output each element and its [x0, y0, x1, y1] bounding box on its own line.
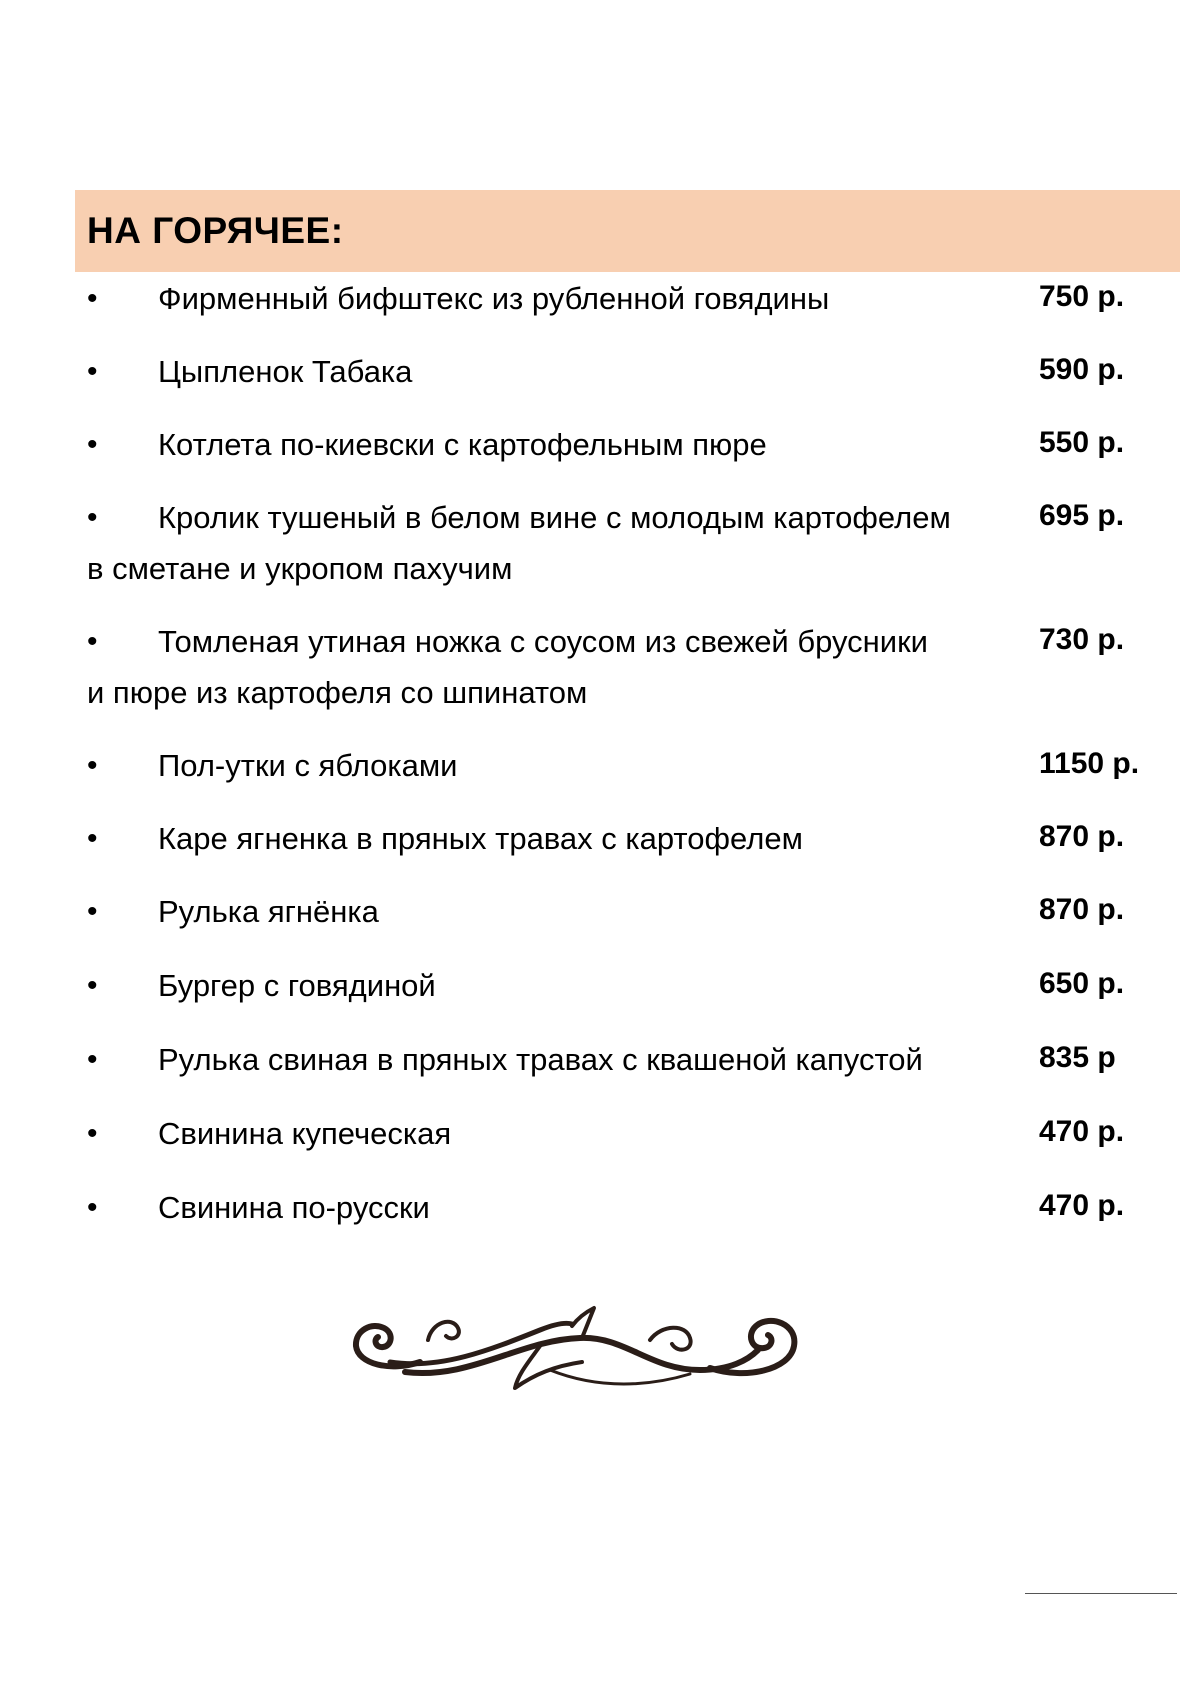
bullet-icon: • — [87, 625, 98, 658]
bullet-icon: • — [87, 428, 98, 461]
dish-name: Цыпленок Табака — [158, 354, 413, 389]
dish-price: 870 р. — [1039, 820, 1125, 853]
bullet-icon: • — [87, 355, 98, 388]
dish-name: Томленая утиная ножка с соусом из свежей брусники — [158, 624, 928, 659]
dish-name: Котлета по-киевски с картофельным пюре — [158, 427, 767, 462]
dish-price: 730 р. — [1039, 623, 1125, 656]
dish-name: Пол-утки с яблоками — [158, 748, 458, 783]
bullet-icon: • — [87, 822, 98, 855]
dish-price: 550 р. — [1039, 426, 1125, 459]
dish-price: 870 р. — [1039, 893, 1125, 926]
dish-name: Фирменный бифштекс из рубленной говядины — [158, 281, 830, 316]
dish-price: 590 р. — [1039, 353, 1125, 386]
footer-rule — [1025, 1593, 1177, 1594]
dish-price: 470 р. — [1039, 1115, 1125, 1148]
dish-name: Рулька ягнёнка — [158, 894, 379, 929]
dish-price: 1150 р. — [1039, 747, 1140, 780]
bullet-icon: • — [87, 749, 98, 782]
bullet-icon: • — [87, 895, 98, 928]
dish-name: Кролик тушеный в белом вине с молодым картофелем — [158, 500, 951, 535]
section-title: НА ГОРЯЧЕЕ: — [87, 210, 344, 251]
dish-name: Бургер с говядиной — [158, 968, 436, 1003]
bullet-icon: • — [87, 1117, 98, 1150]
dish-price: 750 р. — [1039, 280, 1125, 313]
dish-price: 695 р. — [1039, 499, 1125, 532]
dish-price: 650 р. — [1039, 967, 1125, 1000]
dish-name: Свинина по-русски — [158, 1190, 430, 1225]
dish-price: 470 р. — [1039, 1189, 1125, 1222]
dish-price: 835 р — [1039, 1041, 1116, 1074]
bullet-icon: • — [87, 282, 98, 315]
bullet-icon: • — [87, 1043, 98, 1076]
dish-name-continuation: и пюре из картофеля со шпинатом — [87, 675, 588, 710]
bullet-icon: • — [87, 501, 98, 534]
section-header — [75, 190, 1180, 272]
bullet-icon: • — [87, 969, 98, 1002]
bullet-icon: • — [87, 1191, 98, 1224]
dish-name-continuation: в сметане и укропом пахучим — [87, 551, 513, 586]
dish-name: Каре ягненка в пряных травах с картофелем — [158, 821, 803, 856]
flourish-ornament-icon — [350, 1300, 810, 1400]
dish-name: Рулька свиная в пряных травах с квашеной капустой — [158, 1042, 923, 1077]
dish-name: Свинина купеческая — [158, 1116, 452, 1151]
